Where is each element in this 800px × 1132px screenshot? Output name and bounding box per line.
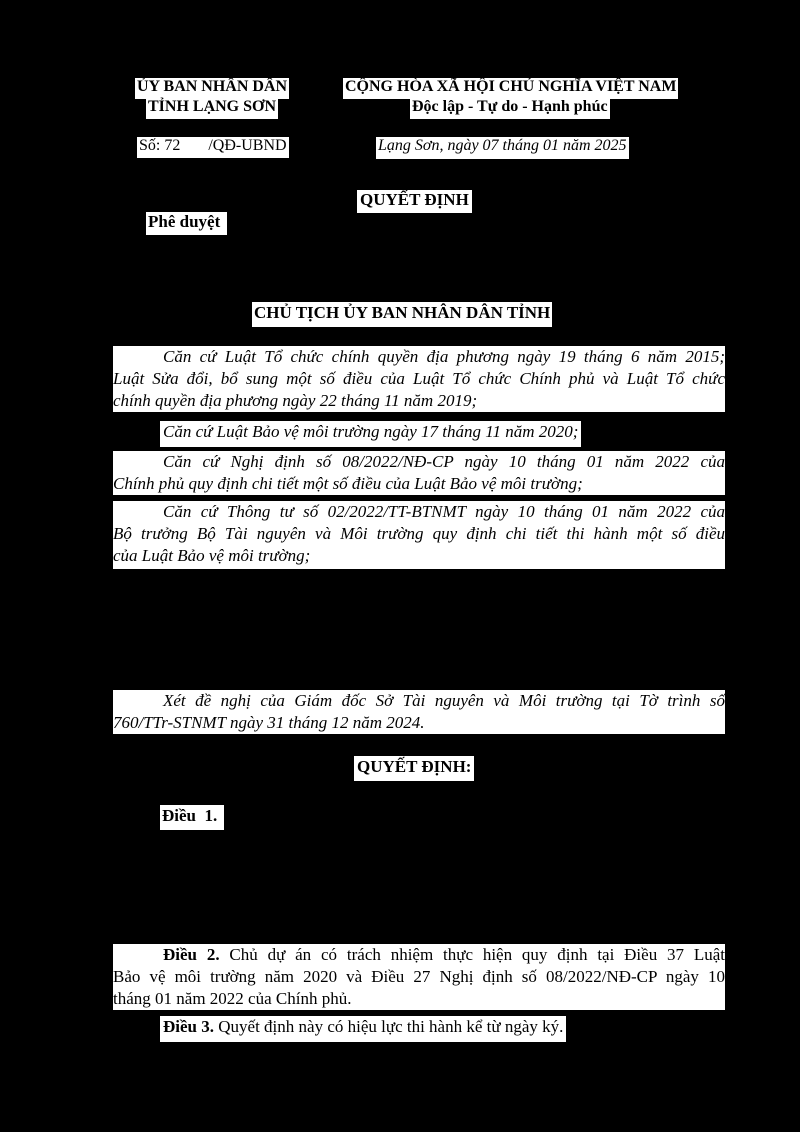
- proposal-basis: [113, 690, 725, 734]
- basis-line: của Luật Bảo vệ môi trường;: [113, 546, 311, 565]
- article-3-label: Điều 3.: [163, 1017, 214, 1036]
- basis-line: Căn cứ Luật Tổ chức chính quyền địa phương ngày 19 tháng 6 năm 2015;: [163, 347, 725, 366]
- article-2-text: Chủ dự án có trách nhiệm thực hiện quy định tại Điều 37 Luật: [219, 945, 726, 964]
- article-3: [160, 1016, 566, 1042]
- basis-line: Luật Sửa đổi, bổ sung một số điều của Luật Tổ chức Chính phủ và Luật Tổ chức: [113, 369, 725, 388]
- basis-line: chính quyền địa phương ngày 22 tháng 11 năm 2019;: [113, 391, 478, 410]
- decision-heading: QUYẾT ĐỊNH:: [354, 756, 474, 781]
- legal-basis-2: Căn cứ Luật Bảo vệ môi trường ngày 17 tháng 11 năm 2020;: [160, 421, 581, 447]
- legal-basis-4: [113, 501, 725, 569]
- basis-line: Căn cứ Nghị định số 08/2022/NĐ-CP ngày 10 tháng 01 năm 2022 của: [163, 452, 725, 471]
- article-2-line: Bảo vệ môi trường năm 2020 và Điều 27 Nghị định số 08/2022/NĐ-CP ngày 10: [113, 967, 725, 986]
- proposal-line: Xét đề nghị của Giám đốc Sở Tài nguyên và Môi trường tại Tờ trình số: [163, 691, 725, 710]
- legal-basis-1: [113, 346, 725, 412]
- article-2-line: [113, 944, 725, 966]
- place-and-date: Lạng Sơn, ngày 07 tháng 01 năm 2025: [376, 137, 629, 159]
- article-2-label: Điều 2.: [163, 945, 220, 964]
- article-1-label: Điều 1.: [160, 805, 224, 830]
- document-title: QUYẾT ĐỊNH: [357, 190, 472, 213]
- province-name: TỈNH LẠNG SƠN: [146, 98, 278, 119]
- article-2: [113, 944, 725, 1010]
- issuing-authority: CHỦ TỊCH ỦY BAN NHÂN DÂN TỈNH: [252, 302, 552, 327]
- basis-line: Căn cứ Thông tư số 02/2022/TT-BTNMT ngày 10 tháng 01 năm 2022 của: [163, 502, 725, 521]
- basis-line: Chính phủ quy định chi tiết một số điều của Luật Bảo vệ môi trường;: [113, 474, 583, 493]
- legal-basis-3: [113, 451, 725, 495]
- national-motto: Độc lập - Tự do - Hạnh phúc: [410, 98, 610, 119]
- proposal-line: 760/TTr-STNMT ngày 31 tháng 12 năm 2024.: [113, 713, 425, 732]
- basis-line: Bộ trưởng Bộ Tài nguyên và Môi trường quy định chi tiết thi hành một số điều: [113, 524, 725, 543]
- article-3-text: Quyết định này có hiệu lực thi hành kể từ ngày ký.: [214, 1017, 564, 1036]
- document-number: Số: 72 /QĐ-UBND: [137, 137, 289, 158]
- nation-name: CỘNG HÒA XÃ HỘI CHỦ NGHĨA VIỆT NAM: [343, 78, 678, 99]
- document-subject: Phê duyệt: [146, 212, 227, 235]
- agency-name: ỦY BAN NHÂN DÂN: [135, 78, 289, 99]
- article-2-line: tháng 01 năm 2022 của Chính phủ.: [113, 989, 352, 1008]
